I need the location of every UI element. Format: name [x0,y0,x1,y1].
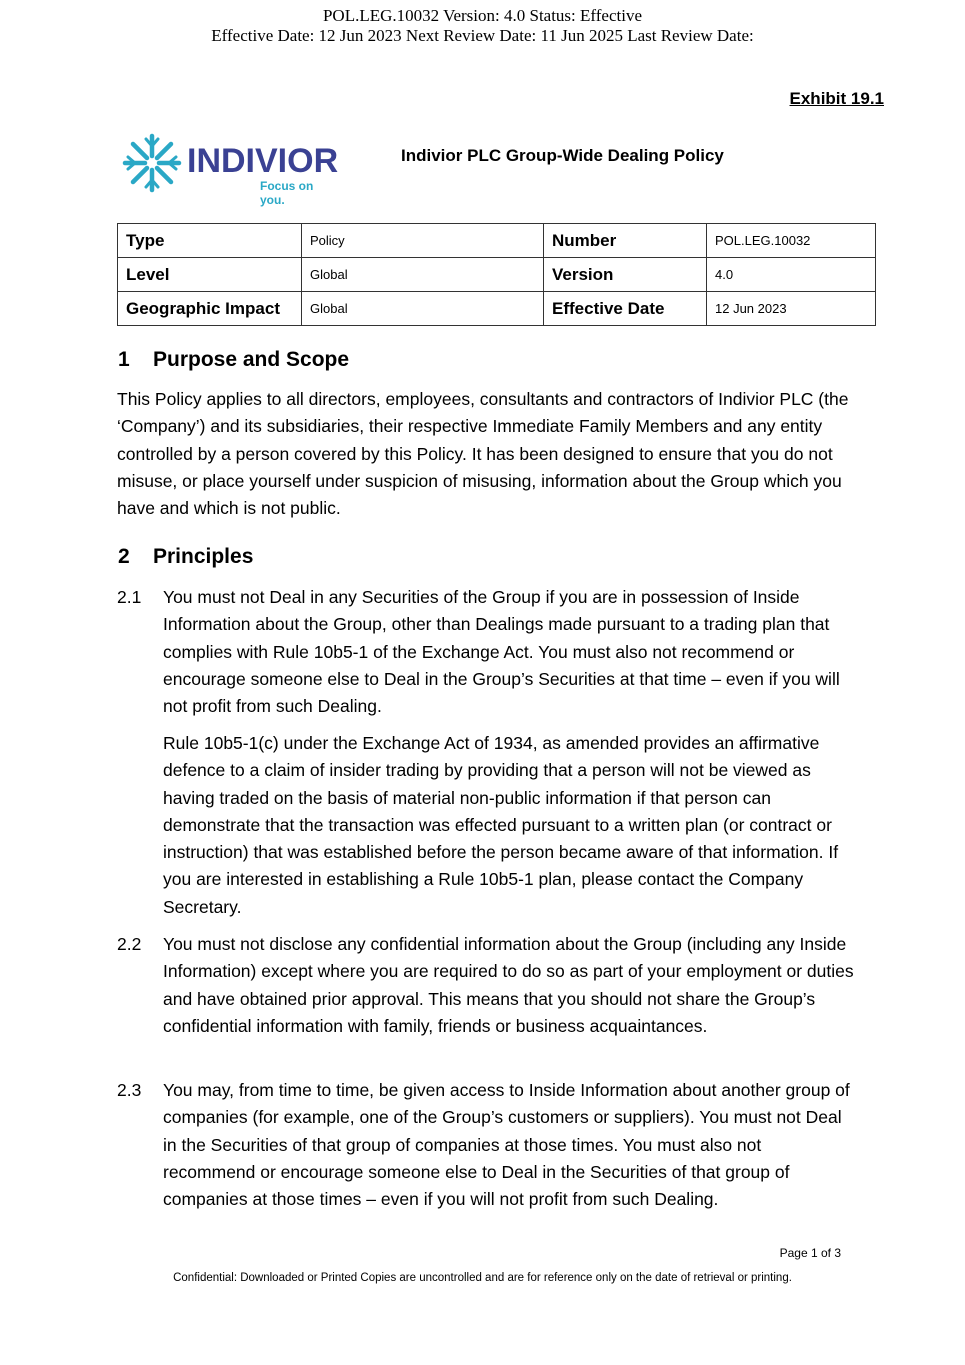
clause-text: You may, from time to time, be given access to Inside Information about another group of companies (for example, one of the Group’s customers or suppliers). You must not Deal in the Securities of that group of companies at those times. You must also not recommend or encourage someone else to Deal in the Securities of that group of companies at those times – even if you will not profit from such Dealing. [163,1080,850,1210]
number-value: POL.LEG.10032 [707,224,876,258]
policy-metadata-table [117,223,876,326]
clause-text: You must not disclose any confidential information about the Group (including any Inside Information) except where you are required to do so as part of your employment or duties and have obtained prior approval. This means that you should not share the Group’s confidential information with family, friends or business acquaintances. [163,934,854,1036]
document-title: Indivior PLC Group-Wide Dealing Policy [401,146,724,165]
document-header [0,6,965,46]
logo-wordmark: INDIVIOR [187,142,339,180]
indivior-star-icon [121,132,183,194]
version-label: Version [544,258,707,292]
clause-2-2 [117,931,857,1040]
section-number: 1 [118,348,130,371]
effective-date-label: Effective Date [544,292,707,326]
logo-tagline: Focus on you. [260,179,314,207]
section-title: Purpose and Scope [153,348,350,371]
clause-number: 2.3 [117,1080,142,1100]
section-1-heading [118,348,349,372]
table-row [118,292,876,326]
version-value: 4.0 [707,258,876,292]
confidential-footer: Confidential: Downloaded or Printed Copies are uncontrolled and are for reference only on the date of retrieval or printing. [173,1272,792,1284]
header-line-2: Effective Date: 12 Jun 2023 Next Review Date: 11 Jun 2025 Last Review Date: [211,26,754,45]
type-label: Type [118,224,302,258]
section-number: 2 [118,545,130,568]
exhibit-label: Exhibit 19.1 [789,89,884,108]
header-line-1: POL.LEG.10032 Version: 4.0 Status: Effective [322,6,643,25]
geographic-impact-label: Geographic Impact [118,292,302,326]
type-value: Policy [302,224,544,258]
section-title: Principles [153,545,254,568]
clause-2-3 [117,1077,857,1213]
clause-2-1 [117,584,857,720]
table-row [118,258,876,292]
clause-number: 2.2 [117,934,142,954]
clause-text: You must not Deal in any Securities of the Group if you are in possession of Inside Information about the Group, other than Dealings made pursuant to a trading plan that complies with Rule 10b5-1 of the Exchange Act. You must also not recommend or encourage someone else to Deal in the Group’s Securities at that time – even if you will not profit from such Dealing. [163,587,840,717]
page-number: Page 1 of 3 [779,1246,841,1260]
section-2-heading [118,545,253,569]
geographic-impact-value: Global [302,292,544,326]
effective-date-value: 12 Jun 2023 [707,292,876,326]
section-1-body: This Policy applies to all directors, employees, consultants and contractors of Indivior PLC (the ‘Company’) and its subsidiaries, their respective Immediate Family Members and any entity controlled by a person covered by this Policy. It has been designed to ensure that you do not misuse, or place yourself under suspicion of misusing, information about the Group which you have and which is not public. [117,389,849,519]
level-label: Level [118,258,302,292]
company-logo [121,130,339,207]
clause-number: 2.1 [117,587,142,607]
table-row [118,224,876,258]
level-value: Global [302,258,544,292]
clause-2-1-subparagraph: Rule 10b5-1(c) under the Exchange Act of 1934, as amended provides an affirmative defence to a claim of insider trading by providing that a person will not be viewed as having traded on the basis of material non-public information if that person can demonstrate that the transaction was effected pursuant to a written plan (or contract or instruction) that was established before the person became aware of that information. If you are interested in establishing a Rule 10b5-1 plan, please contact the Company Secretary. [163,733,839,917]
number-label: Number [544,224,707,258]
